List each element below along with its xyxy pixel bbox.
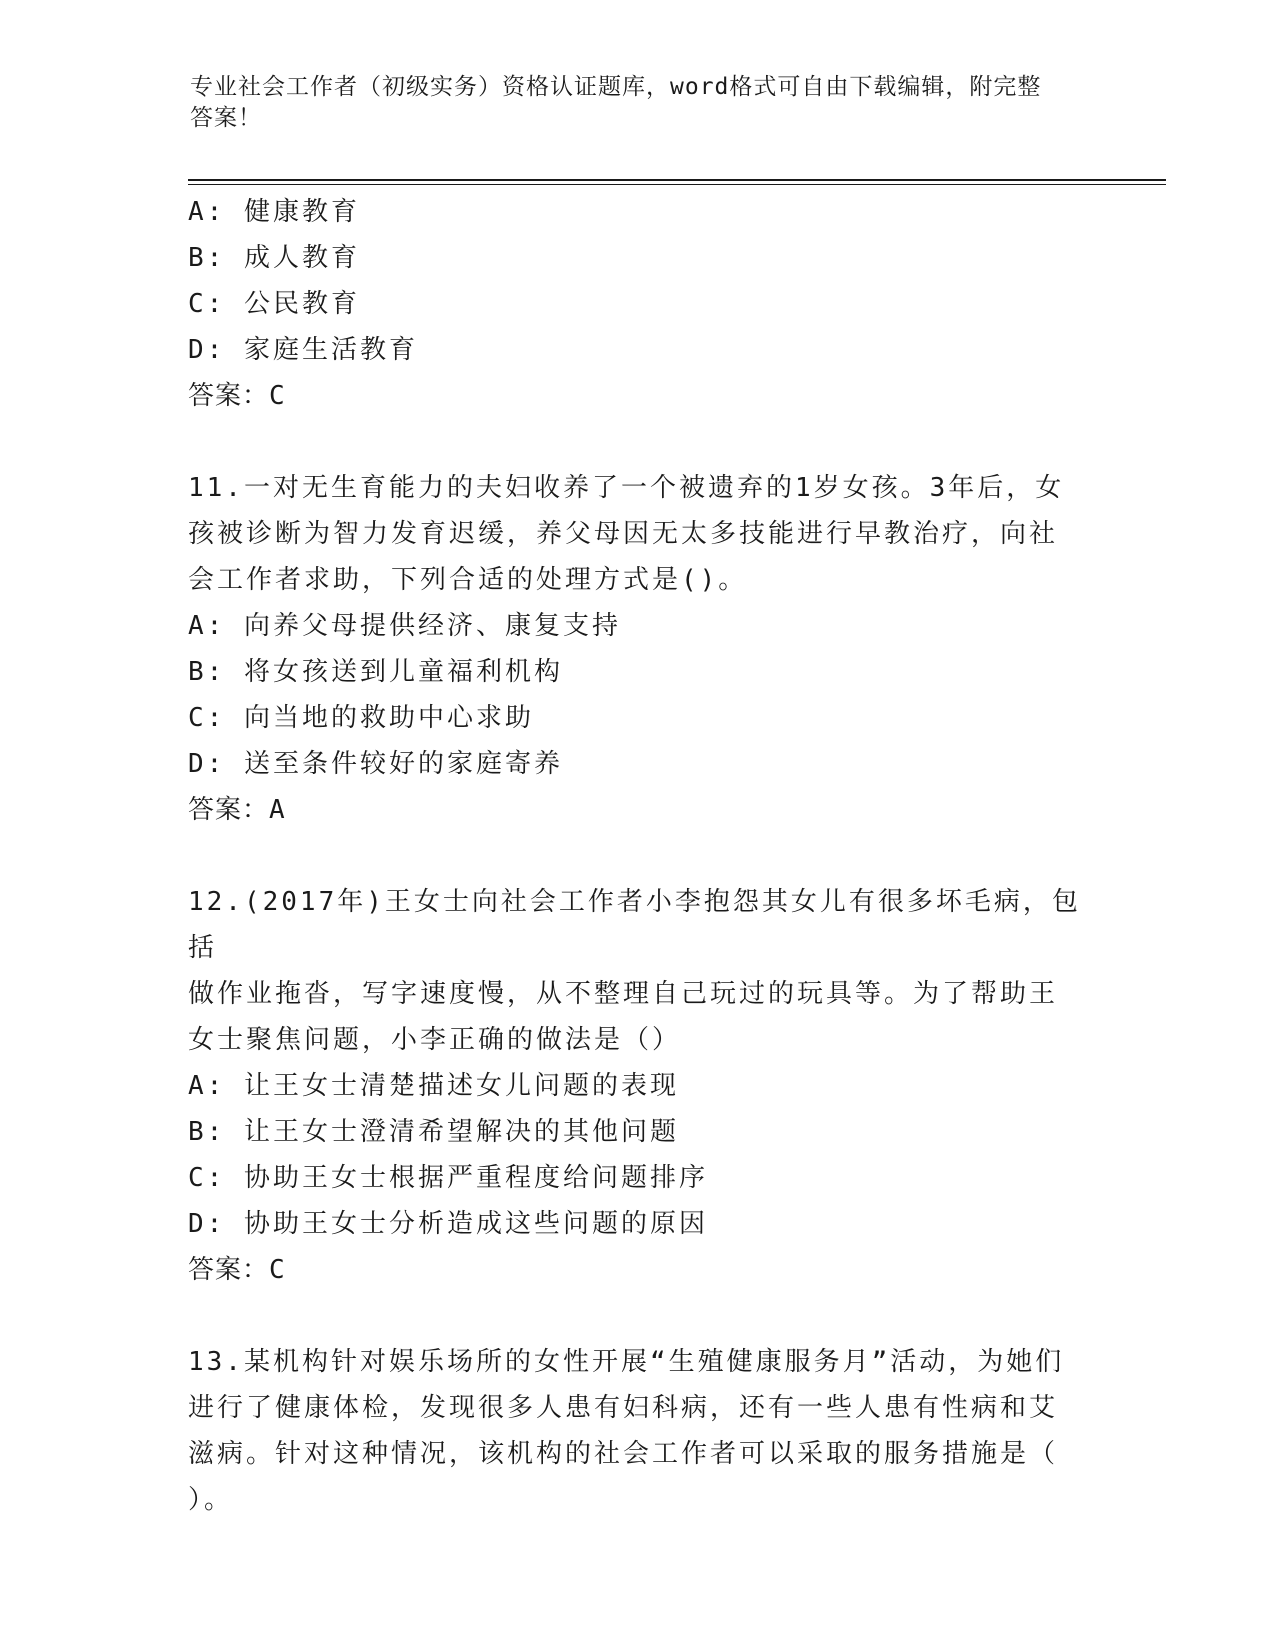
option-b: B: 让王女士澄清希望解决的其他问题 [188, 1117, 679, 1147]
spacer [188, 833, 1088, 879]
answer: 答案：A [188, 795, 286, 825]
option-a: A: 让王女士清楚描述女儿问题的表现 [188, 1071, 679, 1101]
question-text-line: 11.一对无生育能力的夫妇收养了一个被遗弃的1岁女孩。3年后，女 [188, 473, 1065, 503]
question-text-line: 滋病。针对这种情况，该机构的社会工作者可以采取的服务措施是（ [188, 1439, 1059, 1469]
spacer [188, 419, 1088, 465]
option-b: B: 成人教育 [188, 243, 360, 273]
question-10 [188, 189, 1088, 419]
header-divider-thick [188, 179, 1166, 181]
spacer [188, 1293, 1088, 1339]
question-11 [188, 465, 1088, 833]
option-c: C: 协助王女士根据严重程度给问题排序 [188, 1163, 708, 1193]
option-d: D: 协助王女士分析造成这些问题的原因 [188, 1209, 708, 1239]
question-13 [188, 1339, 1088, 1523]
answer: 答案：C [188, 1255, 286, 1285]
header-line-2: 答案！ [190, 105, 262, 131]
question-text-line: 女士聚焦问题，小李正确的做法是（） [188, 1025, 682, 1055]
option-c: C: 公民教育 [188, 289, 360, 319]
question-text-line: ）。 [188, 1485, 234, 1515]
question-text-line: 做作业拖沓，写字速度慢，从不整理自己玩过的玩具等。为了帮助王 [188, 979, 1059, 1009]
option-d: D: 送至条件较好的家庭寄养 [188, 749, 563, 779]
header-divider-thin [188, 184, 1166, 185]
question-text-line: 会工作者求助，下列合适的处理方式是()。 [188, 565, 748, 595]
option-a: A: 健康教育 [188, 197, 360, 227]
question-text-line: 进行了健康体检，发现很多人患有妇科病，还有一些人患有性病和艾 [188, 1393, 1059, 1423]
question-text-line: 孩被诊断为智力发育迟缓，养父母因无太多技能进行早教治疗，向社 [188, 519, 1059, 549]
option-b: B: 将女孩送到儿童福利机构 [188, 657, 563, 687]
question-12 [188, 879, 1088, 1293]
question-text-line: 12.(2017年)王女士向社会工作者小李抱怨其女儿有很多坏毛病，包括 [188, 887, 1081, 963]
answer: 答案：C [188, 381, 286, 411]
document-body [188, 189, 1088, 1523]
header-line-1: 专业社会工作者（初级实务）资格认证题库，word格式可自由下载编辑，附完整 [190, 74, 1042, 100]
option-a: A: 向养父母提供经济、康复支持 [188, 611, 621, 641]
option-c: C: 向当地的救助中心求助 [188, 703, 534, 733]
question-text-line: 13.某机构针对娱乐场所的女性开展“生殖健康服务月”活动，为她们 [188, 1347, 1065, 1377]
option-d: D: 家庭生活教育 [188, 335, 418, 365]
document-header [190, 72, 1090, 134]
